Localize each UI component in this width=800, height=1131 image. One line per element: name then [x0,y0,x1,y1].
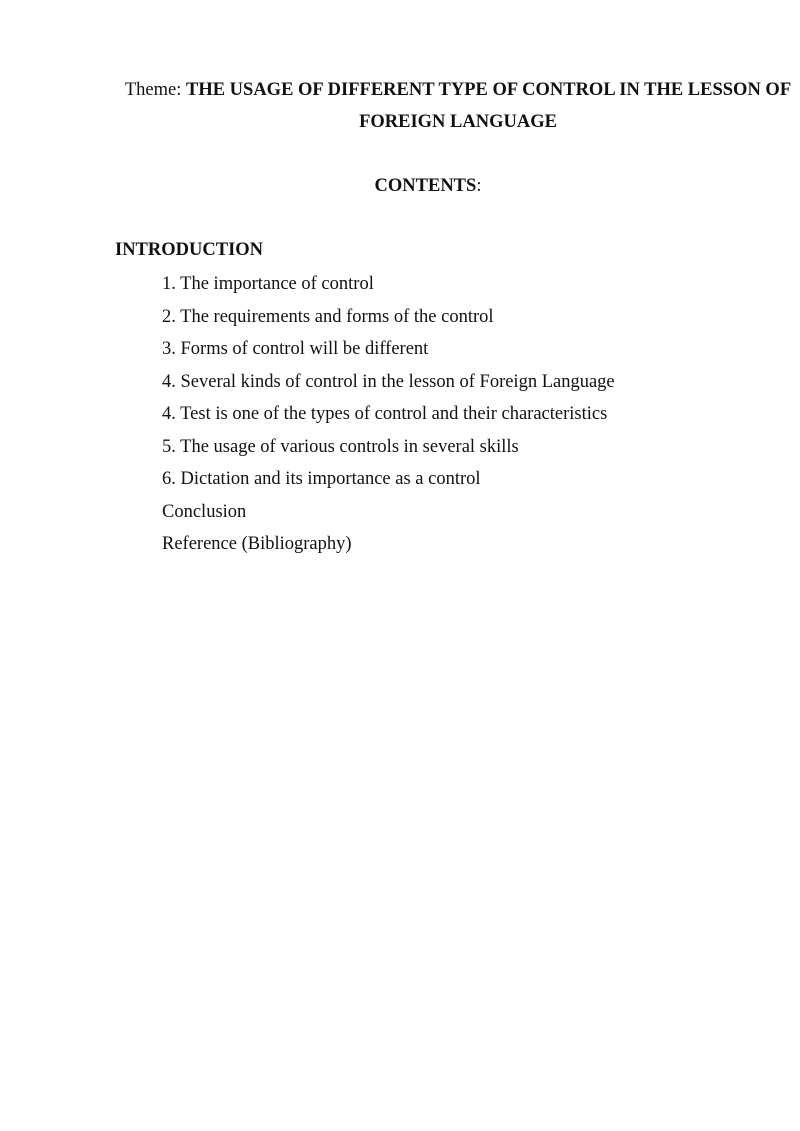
table-of-contents [162,268,615,561]
contents-label: CONTENTS [374,176,477,196]
toc-item: 4. Several kinds of control in the lesson of Foreign Language [162,371,615,392]
toc-item: 2. The requirements and forms of the control [162,306,494,327]
toc-item: 5. The usage of various controls in several skills [162,436,519,457]
toc-item-reference: Reference (Bibliography) [162,534,352,554]
toc-item: 6. Dictation and its importance as a control [162,469,481,489]
toc-item: 3. Forms of control will be different [162,339,429,359]
theme-heading [120,74,796,138]
toc-item: 1. The importance of control [162,274,374,294]
contents-colon: : [476,176,482,196]
introduction-heading: INTRODUCTION [115,240,264,260]
contents-heading [128,172,728,200]
toc-item: 4. Test is one of the types of control and their characteristics [162,404,608,424]
theme-prefix: Theme: [124,80,186,100]
toc-item-conclusion: Conclusion [162,501,247,522]
theme-title: THE USAGE OF DIFFERENT TYPE OF CONTROL IN THE LESSON OF FOREIGN LANGUAGE [185,80,792,132]
